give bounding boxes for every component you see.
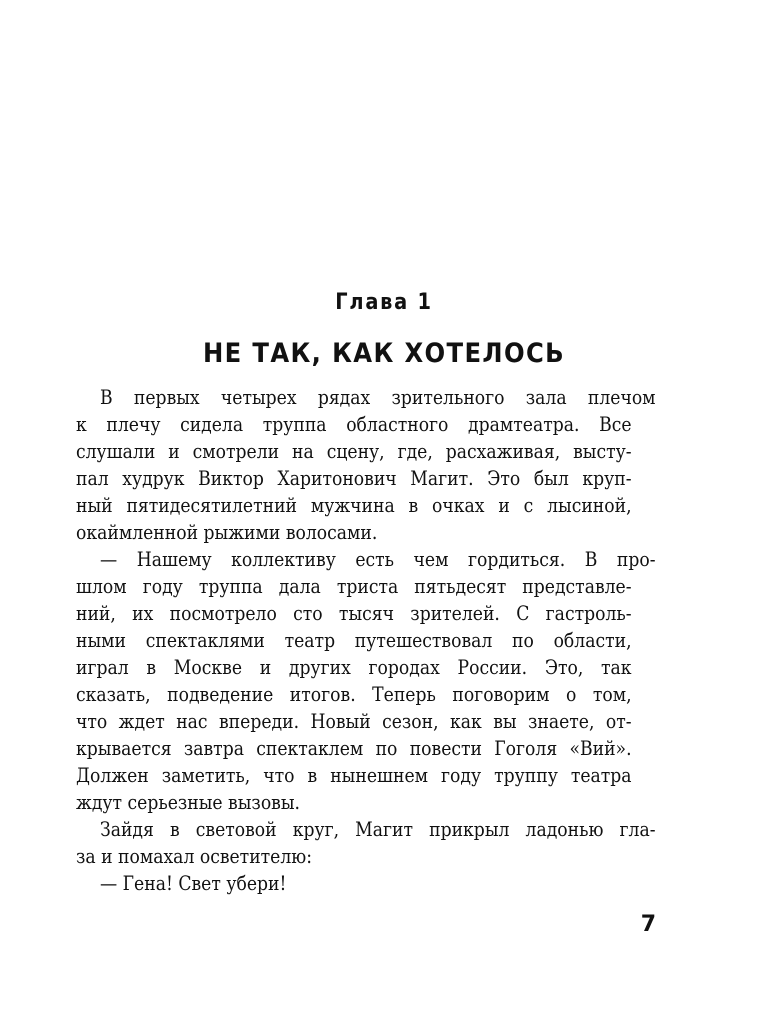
text-line: Зайдя в световой круг, Магит прикрыл ладонью гла- [100,817,656,841]
text-line: что ждет нас впереди. Новый сезон, как вы знаете, от- [76,709,632,733]
text-line: — Нашему коллективу есть чем гордиться. В про- [100,547,656,571]
text-line: — Гена! Свет убери! [100,871,287,895]
body-text [76,384,656,897]
page-number: 7 [640,912,656,937]
text-line: ный пятидесятилетний мужчина в очках и с лысиной, [76,493,632,517]
text-line: шлом году труппа дала триста пятьдесят представле- [76,574,632,598]
text-line: окаймленной рыжими волосами. [76,520,378,544]
text-line: за и помахал осветителю: [76,844,313,868]
text-line: пал худрук Виктор Харитонович Магит. Это был круп- [76,466,632,490]
text-line: играл в Москве и других городах России. Это, так [76,655,632,679]
text-line: к плечу сидела труппа областного драмтеатра. Все [76,412,632,436]
text-line: ждут серьезные вызовы. [76,790,301,814]
chapter-title: НЕ ТАК, КАК ХОТЕЛОСЬ [202,338,566,369]
text-line: слушали и смотрели на сцену, где, расхаживая, высту- [76,439,632,463]
text-line: ными спектаклями театр путешествовал по области, [76,628,632,652]
text-line: Должен заметить, что в нынешнем году труппу театра [76,763,632,787]
text-line: крывается завтра спектаклем по повести Гоголя «Вий». [76,736,632,760]
text-line: В первых четырех рядах зрительного зала плечом [100,385,656,409]
text-line: сказать, подведение итогов. Теперь поговорим о том, [76,682,632,706]
text-line: ний, их посмотрело сто тысяч зрителей. С гастроль- [76,601,632,625]
chapter-label: Глава 1 [335,290,433,315]
